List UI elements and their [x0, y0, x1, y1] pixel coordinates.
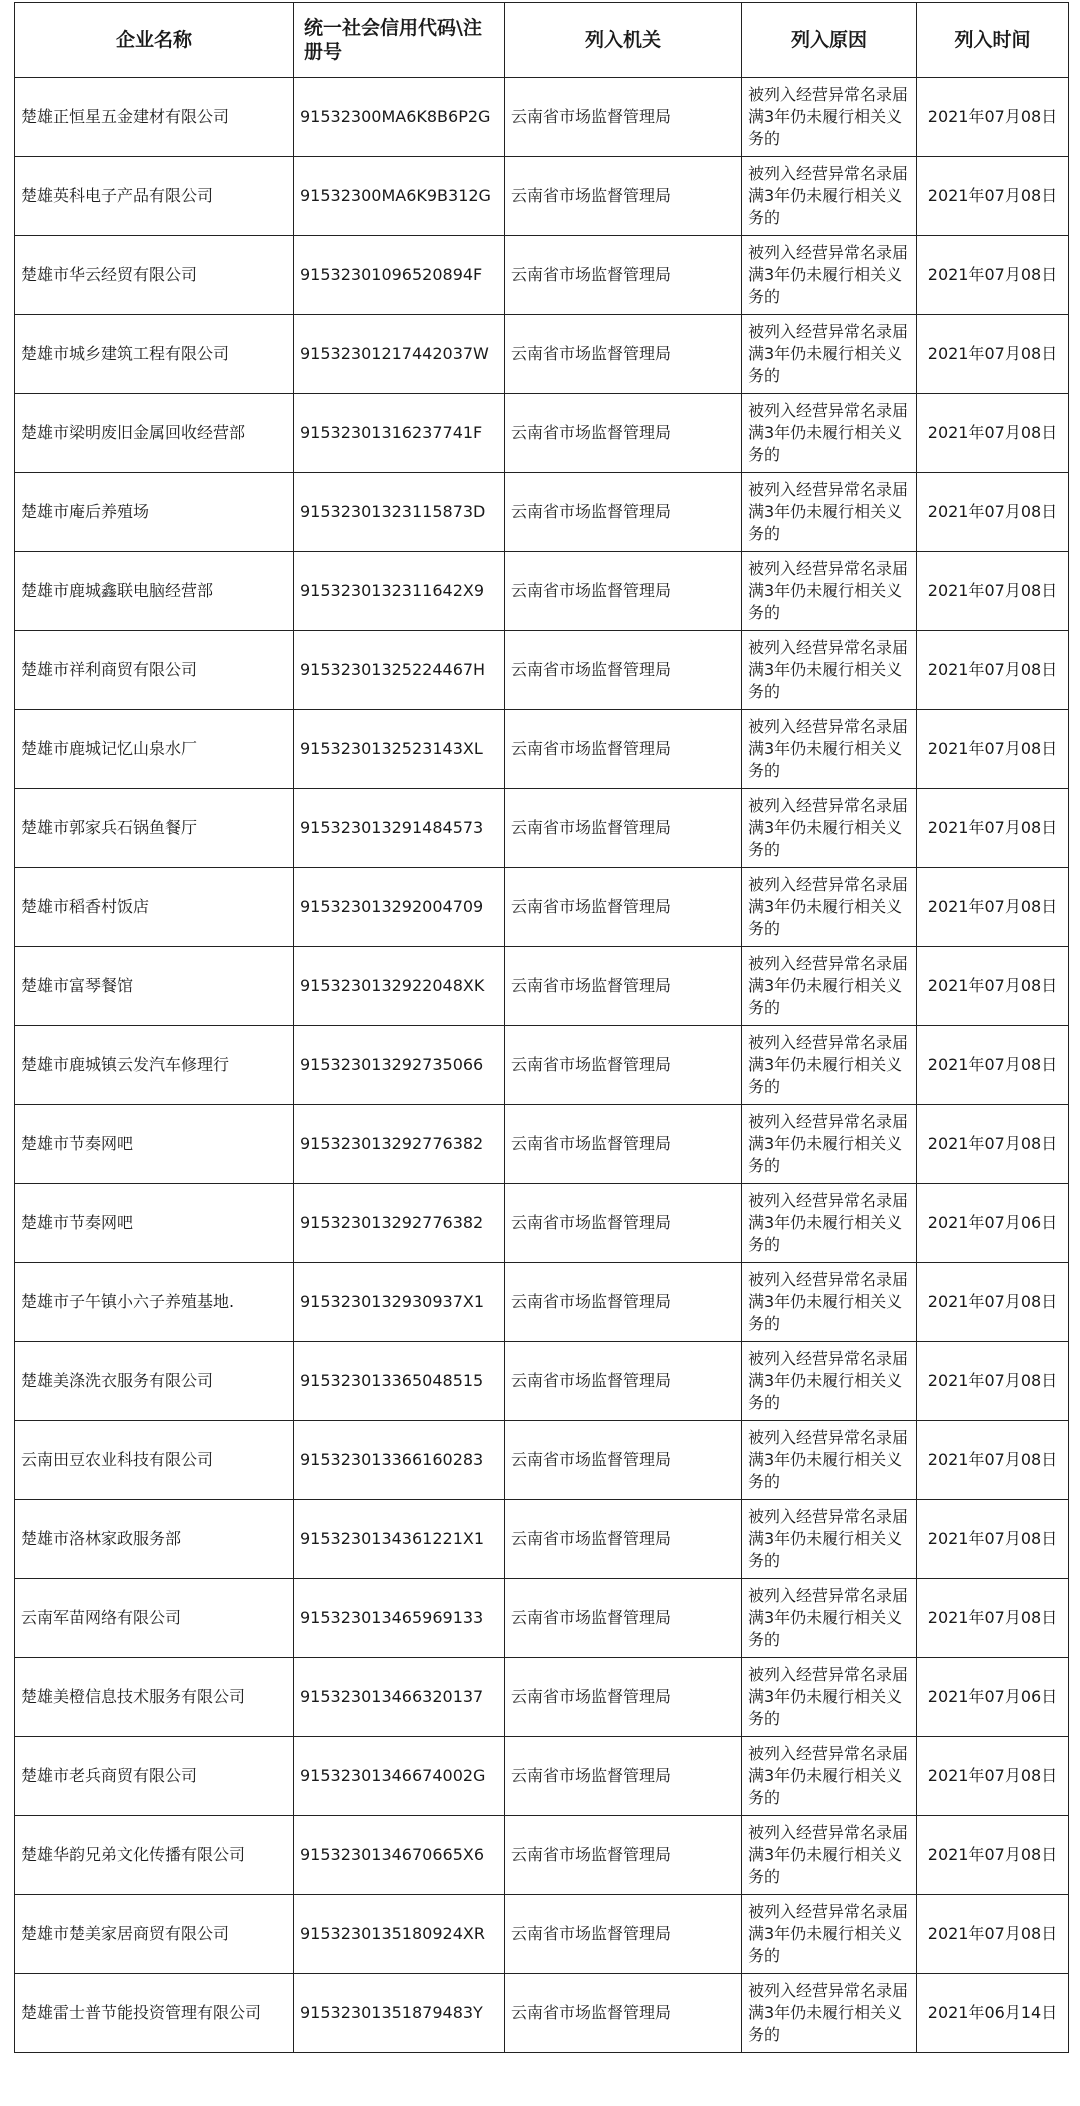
- cell-listing-reason: 被列入经营异常名录届满3年仍未履行相关义务的: [742, 1105, 917, 1184]
- table-row: [15, 631, 1069, 710]
- cell-listing-authority: 云南省市场监督管理局: [505, 631, 742, 710]
- cell-listing-date: 2021年07月08日: [917, 394, 1069, 473]
- cell-listing-date: 2021年07月06日: [917, 1184, 1069, 1263]
- cell-listing-authority: 云南省市场监督管理局: [505, 1816, 742, 1895]
- cell-company-name: 云南田豆农业科技有限公司: [15, 1421, 294, 1500]
- cell-company-name: 楚雄市华云经贸有限公司: [15, 236, 294, 315]
- cell-listing-date: 2021年07月08日: [917, 947, 1069, 1026]
- cell-credit-code: 91532301217442037W: [294, 315, 505, 394]
- cell-listing-date: 2021年07月08日: [917, 473, 1069, 552]
- cell-credit-code: 915323013292776382: [294, 1105, 505, 1184]
- cell-listing-date: 2021年07月08日: [917, 1421, 1069, 1500]
- cell-listing-authority: 云南省市场监督管理局: [505, 789, 742, 868]
- cell-listing-reason: 被列入经营异常名录届满3年仍未履行相关义务的: [742, 1342, 917, 1421]
- cell-listing-authority: 云南省市场监督管理局: [505, 1184, 742, 1263]
- cell-company-name: 楚雄市鹿城鑫联电脑经营部: [15, 552, 294, 631]
- cell-listing-date: 2021年07月08日: [917, 1737, 1069, 1816]
- table-row: [15, 315, 1069, 394]
- cell-credit-code: 915323013465969133: [294, 1579, 505, 1658]
- cell-credit-code: 915323013292776382: [294, 1184, 505, 1263]
- cell-credit-code: 915323013466320137: [294, 1658, 505, 1737]
- cell-listing-date: 2021年07月08日: [917, 1263, 1069, 1342]
- table-row: [15, 394, 1069, 473]
- cell-company-name: 楚雄雷士普节能投资管理有限公司: [15, 1974, 294, 2053]
- cell-listing-reason: 被列入经营异常名录届满3年仍未履行相关义务的: [742, 1579, 917, 1658]
- cell-credit-code: 91532301346674002G: [294, 1737, 505, 1816]
- header-listing-reason: 列入原因: [742, 3, 917, 78]
- cell-company-name: 楚雄市节奏网吧: [15, 1184, 294, 1263]
- cell-listing-authority: 云南省市场监督管理局: [505, 1500, 742, 1579]
- table-row: [15, 1658, 1069, 1737]
- table-row: [15, 1421, 1069, 1500]
- cell-listing-authority: 云南省市场监督管理局: [505, 473, 742, 552]
- table-row: [15, 1184, 1069, 1263]
- table-row: [15, 1026, 1069, 1105]
- cell-credit-code: 915323013366160283: [294, 1421, 505, 1500]
- cell-company-name: 楚雄美橙信息技术服务有限公司: [15, 1658, 294, 1737]
- cell-listing-authority: 云南省市场监督管理局: [505, 1895, 742, 1974]
- cell-listing-date: 2021年07月08日: [917, 1895, 1069, 1974]
- cell-listing-authority: 云南省市场监督管理局: [505, 710, 742, 789]
- cell-company-name: 楚雄市老兵商贸有限公司: [15, 1737, 294, 1816]
- cell-listing-date: 2021年07月08日: [917, 157, 1069, 236]
- cell-company-name: 楚雄市节奏网吧: [15, 1105, 294, 1184]
- cell-listing-reason: 被列入经营异常名录届满3年仍未履行相关义务的: [742, 315, 917, 394]
- cell-listing-authority: 云南省市场监督管理局: [505, 1026, 742, 1105]
- cell-listing-authority: 云南省市场监督管理局: [505, 78, 742, 157]
- cell-company-name: 楚雄市稻香村饭店: [15, 868, 294, 947]
- header-listing-authority: 列入机关: [505, 3, 742, 78]
- cell-listing-reason: 被列入经营异常名录届满3年仍未履行相关义务的: [742, 947, 917, 1026]
- cell-listing-date: 2021年07月08日: [917, 552, 1069, 631]
- cell-company-name: 楚雄市郭家兵石锅鱼餐厅: [15, 789, 294, 868]
- cell-company-name: 楚雄市鹿城记忆山泉水厂: [15, 710, 294, 789]
- cell-listing-reason: 被列入经营异常名录届满3年仍未履行相关义务的: [742, 710, 917, 789]
- table-row: [15, 710, 1069, 789]
- cell-listing-authority: 云南省市场监督管理局: [505, 1342, 742, 1421]
- cell-credit-code: 9153230132930937X1: [294, 1263, 505, 1342]
- cell-listing-reason: 被列入经营异常名录届满3年仍未履行相关义务的: [742, 1974, 917, 2053]
- cell-listing-authority: 云南省市场监督管理局: [505, 157, 742, 236]
- cell-credit-code: 9153230132523143XL: [294, 710, 505, 789]
- cell-listing-date: 2021年07月08日: [917, 631, 1069, 710]
- cell-listing-reason: 被列入经营异常名录届满3年仍未履行相关义务的: [742, 1263, 917, 1342]
- cell-credit-code: 91532301351879483Y: [294, 1974, 505, 2053]
- cell-listing-reason: 被列入经营异常名录届满3年仍未履行相关义务的: [742, 473, 917, 552]
- table-row: [15, 789, 1069, 868]
- cell-credit-code: 915323013231164​2X9: [294, 552, 505, 631]
- cell-company-name: 云南军苗网络有限公司: [15, 1579, 294, 1658]
- cell-listing-authority: 云南省市场监督管理局: [505, 947, 742, 1026]
- cell-company-name: 楚雄市楚美家居商贸有限公司: [15, 1895, 294, 1974]
- table-row: [15, 1500, 1069, 1579]
- cell-listing-reason: 被列入经营异常名录届满3年仍未履行相关义务的: [742, 1658, 917, 1737]
- cell-company-name: 楚雄华韵兄弟文化传播有限公司: [15, 1816, 294, 1895]
- cell-listing-reason: 被列入经营异常名录届满3年仍未履行相关义务的: [742, 394, 917, 473]
- cell-listing-reason: 被列入经营异常名录届满3年仍未履行相关义务的: [742, 1895, 917, 1974]
- cell-credit-code: 91532300MA6K8B6P2G: [294, 78, 505, 157]
- table-row: [15, 1895, 1069, 1974]
- cell-listing-date: 2021年07月08日: [917, 78, 1069, 157]
- cell-credit-code: 9153230132922048XK: [294, 947, 505, 1026]
- header-company-name: 企业名称: [15, 3, 294, 78]
- cell-listing-reason: 被列入经营异常名录届满3年仍未履行相关义务的: [742, 1816, 917, 1895]
- table-row: [15, 868, 1069, 947]
- cell-listing-reason: 被列入经营异常名录届满3年仍未履行相关义务的: [742, 157, 917, 236]
- cell-listing-authority: 云南省市场监督管理局: [505, 1974, 742, 2053]
- cell-credit-code: 9153230135180924XR: [294, 1895, 505, 1974]
- table-row: [15, 947, 1069, 1026]
- table-row: [15, 1105, 1069, 1184]
- cell-company-name: 楚雄英科电子产品有限公司: [15, 157, 294, 236]
- cell-listing-authority: 云南省市场监督管理局: [505, 868, 742, 947]
- cell-listing-date: 2021年07月06日: [917, 1658, 1069, 1737]
- table-row: [15, 1737, 1069, 1816]
- cell-listing-date: 2021年07月08日: [917, 1105, 1069, 1184]
- header-listing-date: 列入时间: [917, 3, 1069, 78]
- cell-listing-reason: 被列入经营异常名录届满3年仍未履行相关义务的: [742, 1737, 917, 1816]
- cell-credit-code: 915323013291484573: [294, 789, 505, 868]
- cell-credit-code: 91532301325224467H: [294, 631, 505, 710]
- cell-company-name: 楚雄市鹿城镇云发汽车修理行: [15, 1026, 294, 1105]
- cell-listing-reason: 被列入经营异常名录届满3年仍未履行相关义务的: [742, 236, 917, 315]
- cell-credit-code: 91532301316237741F: [294, 394, 505, 473]
- table-row: [15, 1263, 1069, 1342]
- cell-listing-date: 2021年07月08日: [917, 1026, 1069, 1105]
- cell-listing-authority: 云南省市场监督管理局: [505, 394, 742, 473]
- cell-listing-date: 2021年07月08日: [917, 1500, 1069, 1579]
- cell-company-name: 楚雄市城乡建筑工程有限公司: [15, 315, 294, 394]
- cell-company-name: 楚雄美涤洗衣服务有限公司: [15, 1342, 294, 1421]
- cell-credit-code: 9153230134361221X1: [294, 1500, 505, 1579]
- cell-listing-authority: 云南省市场监督管理局: [505, 552, 742, 631]
- cell-listing-reason: 被列入经营异常名录届满3年仍未履行相关义务的: [742, 1026, 917, 1105]
- cell-company-name: 楚雄市子午镇小六子养殖基地.: [15, 1263, 294, 1342]
- cell-listing-reason: 被列入经营异常名录届满3年仍未履行相关义务的: [742, 1184, 917, 1263]
- cell-listing-reason: 被列入经营异常名录届满3年仍未履行相关义务的: [742, 552, 917, 631]
- table-row: [15, 157, 1069, 236]
- table-row: [15, 552, 1069, 631]
- cell-listing-date: 2021年07月08日: [917, 868, 1069, 947]
- table-header-row: [15, 3, 1069, 78]
- cell-company-name: 楚雄市富琴餐馆: [15, 947, 294, 1026]
- cell-listing-authority: 云南省市场监督管理局: [505, 1579, 742, 1658]
- cell-company-name: 楚雄市洛林家政服务部: [15, 1500, 294, 1579]
- cell-listing-reason: 被列入经营异常名录届满3年仍未履行相关义务的: [742, 868, 917, 947]
- cell-listing-reason: 被列入经营异常名录届满3年仍未履行相关义务的: [742, 78, 917, 157]
- cell-company-name: 楚雄市庵后养殖场: [15, 473, 294, 552]
- cell-company-name: 楚雄市祥利商贸有限公司: [15, 631, 294, 710]
- cell-listing-date: 2021年07月08日: [917, 315, 1069, 394]
- cell-listing-date: 2021年07月08日: [917, 710, 1069, 789]
- cell-listing-authority: 云南省市场监督管理局: [505, 1105, 742, 1184]
- cell-listing-authority: 云南省市场监督管理局: [505, 315, 742, 394]
- cell-company-name: 楚雄市梁明废旧金属回收经营部: [15, 394, 294, 473]
- table-row: [15, 1342, 1069, 1421]
- cell-listing-reason: 被列入经营异常名录届满3年仍未履行相关义务的: [742, 631, 917, 710]
- cell-credit-code: 915323013292735066: [294, 1026, 505, 1105]
- table-row: [15, 1816, 1069, 1895]
- cell-listing-authority: 云南省市场监督管理局: [505, 1263, 742, 1342]
- table-body: [15, 78, 1069, 2053]
- cell-credit-code: 915323013365048515: [294, 1342, 505, 1421]
- cell-listing-date: 2021年07月08日: [917, 236, 1069, 315]
- cell-listing-authority: 云南省市场监督管理局: [505, 1421, 742, 1500]
- cell-listing-reason: 被列入经营异常名录届满3年仍未履行相关义务的: [742, 1500, 917, 1579]
- table-row: [15, 236, 1069, 315]
- table-row: [15, 1974, 1069, 2053]
- cell-credit-code: 91532301346706​65X6: [294, 1816, 505, 1895]
- header-credit-code: 统一社会信用代码\注册号: [294, 3, 505, 78]
- cell-listing-date: 2021年07月08日: [917, 1579, 1069, 1658]
- cell-listing-authority: 云南省市场监督管理局: [505, 236, 742, 315]
- cell-listing-date: 2021年06月14日: [917, 1974, 1069, 2053]
- cell-listing-authority: 云南省市场监督管理局: [505, 1658, 742, 1737]
- cell-credit-code: 91532301323115873D: [294, 473, 505, 552]
- table-row: [15, 1579, 1069, 1658]
- table-row: [15, 473, 1069, 552]
- cell-listing-reason: 被列入经营异常名录届满3年仍未履行相关义务的: [742, 1421, 917, 1500]
- cell-credit-code: 915323010965208​94F: [294, 236, 505, 315]
- cell-credit-code: 915323013292004709: [294, 868, 505, 947]
- cell-company-name: 楚雄正恒星五金建材有限公司: [15, 78, 294, 157]
- cell-listing-authority: 云南省市场监督管理局: [505, 1737, 742, 1816]
- table-row: [15, 78, 1069, 157]
- cell-listing-date: 2021年07月08日: [917, 1816, 1069, 1895]
- abnormal-business-table: [14, 2, 1069, 2053]
- cell-listing-date: 2021年07月08日: [917, 1342, 1069, 1421]
- cell-listing-reason: 被列入经营异常名录届满3年仍未履行相关义务的: [742, 789, 917, 868]
- cell-listing-date: 2021年07月08日: [917, 789, 1069, 868]
- cell-credit-code: 91532300MA6K9B312G: [294, 157, 505, 236]
